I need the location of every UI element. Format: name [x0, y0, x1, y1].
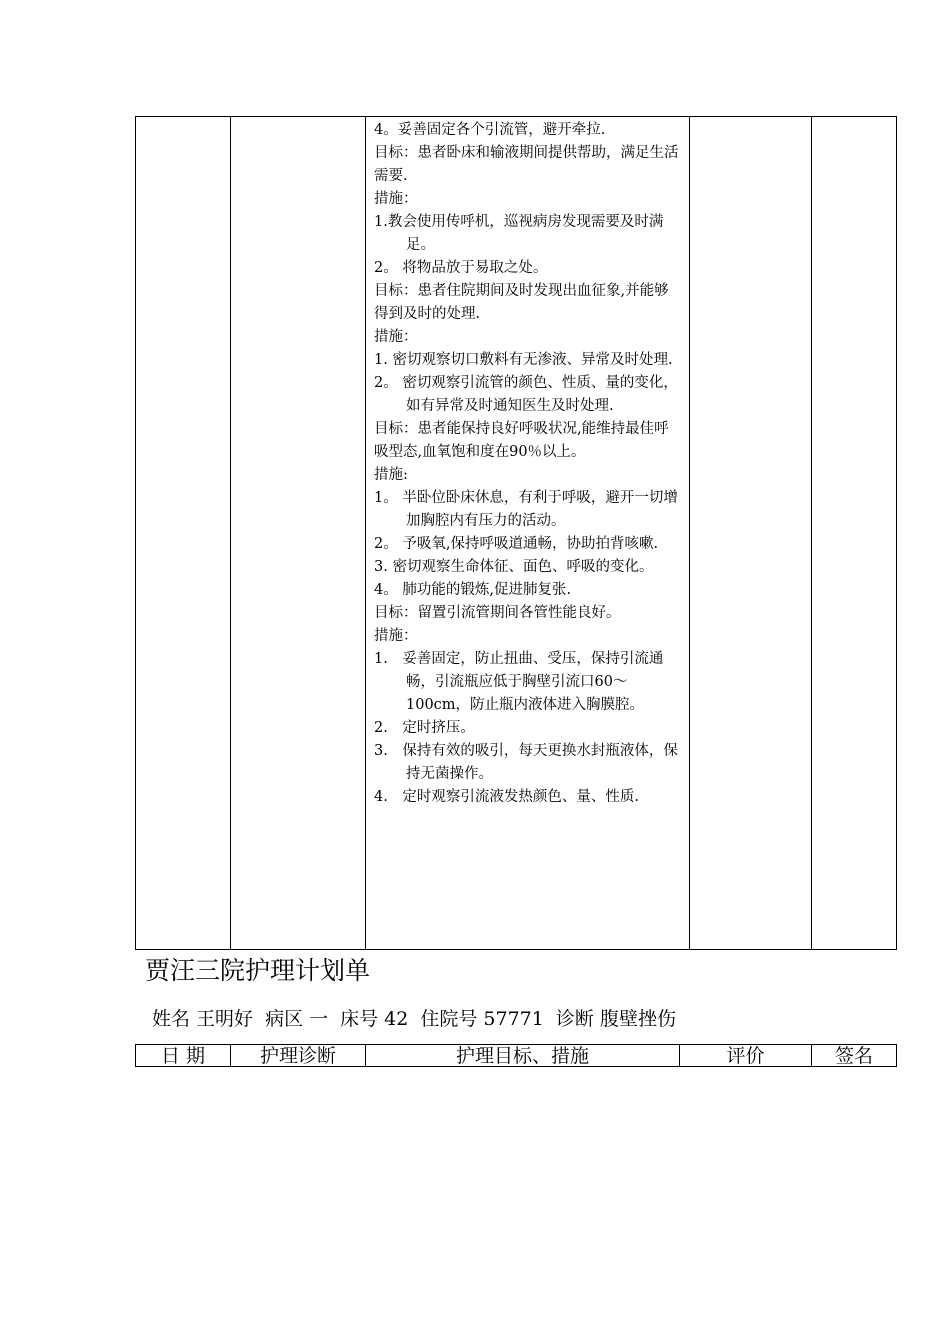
measure-item: 2。 将物品放于易取之处。: [374, 260, 548, 276]
bed-label: 床号: [340, 1008, 379, 1030]
measure-item: 1. 妥善固定，防止扭曲、受压，保持引流通畅，引流瓶应低于胸壁引流口60～100cm，防止瓶内液体进入胸膜腔。: [374, 651, 664, 713]
patient-name: 王明好: [196, 1008, 254, 1030]
ward-label: 病区: [265, 1008, 304, 1030]
ward-value: 一: [309, 1008, 329, 1030]
column-signature: 签名: [812, 1045, 897, 1067]
measures-heading: 措施：: [374, 329, 418, 345]
diagnosis-cell: [231, 117, 366, 950]
column-date: 日 期: [136, 1045, 231, 1067]
name-label: 姓名: [152, 1008, 191, 1030]
measure-item: 1. 密切观察切口敷料有无渗液、异常及时处理.: [374, 352, 673, 368]
continued-care-table: [135, 116, 897, 950]
diagnosis-label: 诊断: [555, 1008, 594, 1030]
measure-item: 1.教会使用传呼机，巡视病房发现需要及时满足。: [374, 214, 664, 253]
goal-line: 目标：患者卧床和输液期间提供帮助，满足生活需要.: [374, 145, 679, 184]
goal-line: 目标：留置引流管期间各管性能良好。: [374, 605, 621, 621]
diagnosis-value: 腹壁挫伤: [599, 1008, 676, 1030]
measure-item: 2. 定时挤压。: [374, 720, 475, 736]
date-cell: [136, 117, 231, 950]
measure-item: 4. 定时观察引流液发热颜色、量、性质.: [374, 789, 639, 805]
measure-item: 2。 密切观察引流管的颜色、性质、量的变化，如有异常及时通知医生及时处理.: [374, 375, 678, 414]
document-title: 贾汪三院护理计划单: [145, 956, 371, 985]
measures-heading: 措施：: [374, 191, 418, 207]
patient-info: [152, 1004, 682, 1034]
goal-line: 目标：患者能保持良好呼吸状况,能维持最佳呼吸型态,血氧饱和度在90％以上。: [374, 421, 669, 460]
measures-cell: [366, 117, 690, 950]
measure-item: 1。 半卧位卧床休息，有利于呼吸，避开一切增加胸腔内有压力的活动。: [374, 490, 678, 529]
signature-cell: [812, 117, 897, 950]
measure-item: 2。 予吸氧,保持呼吸道通畅，协助拍背咳嗽.: [374, 536, 659, 552]
column-diagnosis: 护理诊断: [231, 1045, 366, 1067]
bed-value: 42: [384, 1008, 409, 1030]
care-plan-header: [135, 1044, 897, 1067]
measure-item: 3. 保持有效的吸引，每天更换水封瓶液体，保持无菌操作。: [374, 743, 678, 782]
measures-heading: 措施：: [374, 628, 418, 644]
measures-heading: 措施:: [374, 467, 408, 483]
admission-value: 57771: [483, 1008, 544, 1030]
measure-item: 3. 密切观察生命体征、面色、呼吸的变化。: [374, 559, 654, 575]
column-goals-measures: 护理目标、措施: [366, 1045, 680, 1067]
measure-line: 4。妥善固定各个引流管，避开牵拉.: [374, 122, 606, 138]
measure-item: 4。 肺功能的锻炼,促进肺复张.: [374, 582, 572, 598]
evaluation-cell: [690, 117, 812, 950]
goal-line: 目标：患者住院期间及时发现出血征象,并能够得到及时的处理.: [374, 283, 669, 322]
admission-label: 住院号: [420, 1008, 478, 1030]
column-evaluation: 评价: [680, 1045, 812, 1067]
